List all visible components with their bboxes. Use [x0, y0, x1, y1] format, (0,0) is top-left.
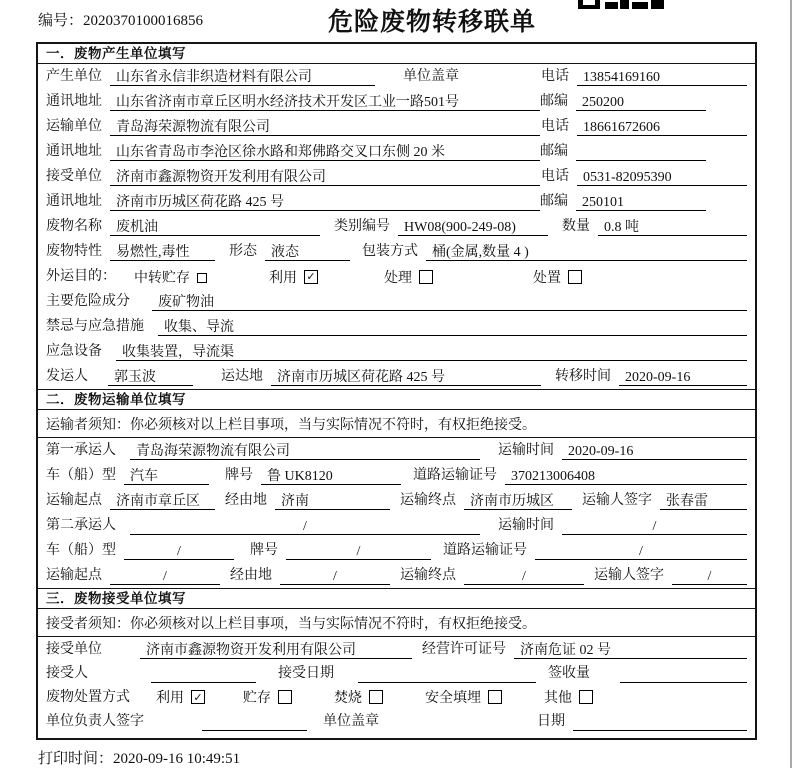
disposal-method-row-option-label-1: 利用 — [156, 691, 184, 706]
route1-row-label-6: 运输人签字 — [582, 493, 652, 508]
emergency-equipment-row-value-1: 收集装置，导流渠 — [116, 344, 747, 361]
responsible-signature-row-label-2: 单位盖章 — [323, 713, 379, 729]
transporter-address-row-value-1: 山东省青岛市李沧区徐水路和郑佛路交叉口东侧 20 米 — [110, 144, 540, 161]
disposal-method-row — [38, 685, 755, 709]
transporter-address-row — [38, 139, 755, 164]
serial-number-line — [38, 9, 203, 30]
receiver-address-row-value-4: 250101 — [576, 194, 706, 211]
emergency-measures-row — [38, 314, 755, 339]
route2-row-label-4: 运输终点 — [400, 568, 456, 583]
disposal-method-row-option-2 — [243, 689, 292, 706]
transfer-purpose-row-option-4 — [533, 268, 582, 285]
producer-unit-row — [38, 64, 755, 89]
waste-name-row-label-0: 废物名称 — [46, 219, 102, 234]
transfer-purpose-row-option-1 — [134, 268, 207, 285]
consignor-row-label-4: 转移时间 — [555, 369, 611, 384]
responsible-signature-row-label-0: 单位负责人签字 — [46, 713, 144, 729]
disposal-method-row-checkbox-3-unchecked — [369, 690, 383, 704]
waste-name-row-value-3: HW08(900-249-08) — [398, 219, 548, 236]
main-hazard-row — [38, 289, 755, 314]
disposal-method-row-checkbox-1-checked: ✓ — [191, 690, 205, 704]
consignor-row-value-5: 2020-09-16 — [619, 369, 747, 386]
vehicle1-row-label-0: 车（船）型 — [46, 468, 116, 483]
section-receiver-title: 三．废物接受单位填写 — [38, 589, 755, 609]
producer-unit-row-label-2: 单位盖章 — [403, 69, 459, 84]
print-time-label: 打印时间： — [38, 751, 114, 767]
transfer-purpose-row-checkbox-1-unchecked — [197, 273, 207, 283]
transfer-purpose-row — [38, 264, 755, 289]
waste-name-row — [38, 214, 755, 239]
responsible-signature-row-value-4 — [573, 714, 747, 731]
responsible-signature-row-label-3: 日期 — [537, 713, 565, 729]
receive-person-row-value-3 — [358, 666, 536, 683]
serial-label: 编号： — [38, 13, 84, 29]
page-title: 危险废物转移联单 — [328, 9, 537, 36]
vehicle2-row-value-3: / — [286, 543, 431, 560]
section-receiver-notice: 接受者须知：你必须核对以上栏目事项，当与实际情况不符时，有权拒绝接受。 — [38, 609, 755, 637]
disposal-method-row-option-label-3: 焚烧 — [334, 691, 362, 706]
vehicle2-row — [38, 538, 755, 563]
receive-unit-row-value-1: 济南市鑫源物资开发利用有限公司 — [140, 642, 412, 659]
main-hazard-row-label-0: 主要危险成分 — [46, 294, 130, 309]
receive-person-row-value-1 — [151, 666, 256, 683]
emergency-equipment-row — [38, 339, 755, 364]
consignor-row-value-1: 郭玉波 — [108, 369, 193, 386]
route1-row-value-3: 济南 — [275, 493, 390, 510]
transfer-purpose-row-checkbox-4-unchecked — [568, 270, 582, 284]
transfer-purpose-row-checkbox-2-checked: ✓ — [304, 270, 318, 284]
consignor-row-label-0: 发运人 — [46, 369, 88, 384]
producer-address-row-label-0: 通讯地址 — [46, 94, 102, 109]
transfer-purpose-row-checkbox-3-unchecked — [419, 270, 433, 284]
print-time-line — [38, 747, 240, 768]
disposal-method-row-label-0: 废物处置方式 — [46, 689, 130, 705]
transporter-unit-row-label-0: 运输单位 — [46, 119, 102, 134]
waste-character-row-label-4: 包装方式 — [362, 244, 418, 259]
route1-row-value-5: 济南市历城区 — [464, 493, 572, 510]
main-hazard-row-value-1: 废矿物油 — [152, 294, 747, 311]
disposal-method-row-option-label-2: 贮存 — [243, 691, 271, 706]
emergency-equipment-row-label-0: 应急设备 — [46, 344, 102, 359]
transfer-purpose-row-option-label-2: 利用 — [269, 270, 297, 286]
receiver-address-row-label-3: 邮编 — [540, 194, 568, 209]
disposal-method-row-option-3 — [334, 689, 383, 706]
receive-person-row-label-4: 签收量 — [548, 665, 590, 681]
receiver-unit-row-value-1: 济南市鑫源物资开发利用有限公司 — [110, 169, 540, 186]
first-carrier-row-value-3: 2020-09-16 — [562, 443, 747, 460]
section-transporter-title: 二．废物运输单位填写 — [38, 390, 755, 410]
transfer-purpose-row-option-label-1: 中转贮存 — [134, 270, 190, 286]
transporter-unit-row — [38, 114, 755, 139]
route2-row-value-5: / — [464, 568, 584, 585]
responsible-signature-row — [38, 709, 755, 733]
vehicle2-row-value-1: / — [124, 543, 234, 560]
disposal-method-row-option-4 — [425, 689, 502, 706]
receiver-unit-row-value-4: 0531-82095390 — [577, 169, 747, 186]
second-carrier-row-label-2: 运输时间 — [498, 518, 554, 533]
transporter-unit-row-value-1: 青岛海荣源物流有限公司 — [110, 119, 540, 136]
transporter-address-row-value-4 — [576, 144, 706, 161]
transfer-purpose-row-option-3 — [384, 268, 433, 285]
responsible-signature-row-value-1 — [202, 714, 307, 731]
route1-row-label-4: 运输终点 — [400, 493, 456, 508]
vehicle1-row-value-5: 370213006408 — [505, 468, 747, 485]
route1-row — [38, 488, 755, 513]
vehicle1-row — [38, 463, 755, 488]
route2-row — [38, 563, 755, 588]
receiver-address-row-label-0: 通讯地址 — [46, 194, 102, 209]
waste-character-row-value-1: 易燃性,毒性 — [110, 244, 215, 261]
producer-unit-row-value-1: 山东省永信非织造材料有限公司 — [110, 69, 375, 86]
producer-unit-row-label-0: 产生单位 — [46, 69, 102, 84]
disposal-method-row-option-label-4: 安全填埋 — [425, 691, 481, 706]
section-transporter-notice: 运输者须知：你必须核对以上栏目事项，当与实际情况不符时，有权拒绝接受。 — [38, 410, 755, 438]
receive-unit-row — [38, 637, 755, 661]
receiver-unit-row-label-0: 接受单位 — [46, 169, 102, 184]
second-carrier-row-value-1: / — [130, 518, 480, 535]
route2-row-value-7: / — [672, 568, 747, 585]
first-carrier-row-value-1: 青岛海荣源物流有限公司 — [130, 443, 480, 460]
route1-row-value-7: 张春雷 — [660, 493, 747, 510]
receive-unit-row-value-3: 济南危证 02 号 — [514, 642, 747, 659]
route1-row-value-1: 济南市章丘区 — [110, 493, 215, 510]
waste-name-row-value-5: 0.8 吨 — [598, 219, 747, 236]
receive-person-row-label-2: 接受日期 — [278, 665, 334, 681]
emergency-measures-row-label-0: 禁忌与应急措施 — [46, 319, 144, 334]
disposal-method-row-option-1 — [156, 689, 205, 706]
serial-number: 2020370100016856 — [83, 13, 204, 29]
transporter-address-row-label-0: 通讯地址 — [46, 144, 102, 159]
print-time-value: 2020-09-16 10:49:51 — [113, 751, 241, 767]
waste-character-row-label-2: 形态 — [229, 244, 257, 259]
waste-name-row-value-1: 废机油 — [110, 219, 320, 236]
receive-unit-row-label-2: 经营许可证号 — [422, 641, 506, 657]
producer-address-row-label-3: 邮编 — [540, 94, 568, 109]
route2-row-label-2: 经由地 — [230, 568, 272, 583]
route2-row-value-3: / — [280, 568, 390, 585]
first-carrier-row — [38, 438, 755, 463]
vehicle1-row-label-4: 道路运输证号 — [413, 468, 497, 483]
transporter-address-row-label-3: 邮编 — [540, 144, 568, 159]
first-carrier-row-label-2: 运输时间 — [498, 443, 554, 458]
route2-row-label-6: 运输人签字 — [594, 568, 664, 583]
waste-character-row-value-5: 桶(金属,数量 4 ) — [426, 244, 747, 261]
first-carrier-row-label-0: 第一承运人 — [46, 443, 116, 458]
transfer-purpose-row-option-label-4: 处置 — [533, 270, 561, 286]
receiver-unit-row — [38, 164, 755, 189]
emergency-measures-row-value-1: 收集、导流 — [158, 319, 747, 336]
disposal-method-row-option-label-5: 其他 — [544, 691, 572, 706]
disposal-method-row-checkbox-2-unchecked — [278, 690, 292, 704]
vehicle2-row-label-4: 道路运输证号 — [443, 543, 527, 558]
disposal-method-row-checkbox-4-unchecked — [488, 690, 502, 704]
receiver-unit-row-label-3: 电话 — [541, 169, 569, 184]
receive-unit-row-label-0: 接受单位 — [46, 641, 102, 657]
route2-row-value-1: / — [110, 568, 220, 585]
page-edge-divider — [790, 0, 792, 768]
producer-address-row-value-1: 山东省济南市章丘区明水经济技术开发区工业一路501号 — [110, 94, 540, 111]
producer-address-row — [38, 89, 755, 114]
vehicle2-row-value-5: / — [535, 543, 747, 560]
section-receiver — [38, 588, 755, 733]
vehicle1-row-value-1: 汽车 — [124, 468, 209, 485]
route2-row-label-0: 运输起点 — [46, 568, 102, 583]
qr-code-fragment — [578, 0, 664, 9]
waste-character-row — [38, 239, 755, 264]
receiver-address-row — [38, 189, 755, 214]
receive-person-row — [38, 661, 755, 685]
consignor-row-value-3: 济南市历城区荷花路 425 号 — [271, 369, 541, 386]
section-transporter — [38, 389, 755, 588]
receiver-address-row-value-1: 济南市历城区荷花路 425 号 — [110, 194, 540, 211]
transfer-purpose-row-option-label-3: 处理 — [384, 270, 412, 286]
transporter-unit-row-value-4: 18661672606 — [577, 119, 747, 136]
receive-person-row-value-5 — [620, 666, 747, 683]
transfer-purpose-row-label-0: 外运目的： — [46, 269, 116, 284]
route1-row-label-2: 经由地 — [225, 493, 267, 508]
waste-name-row-label-4: 数量 — [562, 219, 590, 234]
receive-person-row-label-0: 接受人 — [46, 665, 88, 681]
vehicle2-row-label-0: 车（船）型 — [46, 543, 116, 558]
producer-unit-row-label-4: 电话 — [541, 69, 569, 84]
second-carrier-row — [38, 513, 755, 538]
transporter-unit-row-label-3: 电话 — [541, 119, 569, 134]
consignor-row — [38, 364, 755, 389]
vehicle2-row-label-2: 牌号 — [250, 543, 278, 558]
waste-character-row-value-3: 液态 — [265, 244, 350, 261]
waste-name-row-label-2: 类别编号 — [334, 219, 390, 234]
form-table — [36, 42, 757, 740]
section-producer — [38, 44, 755, 389]
disposal-method-row-option-5 — [544, 689, 593, 706]
vehicle1-row-label-2: 牌号 — [225, 468, 253, 483]
consignor-row-label-2: 运达地 — [221, 369, 263, 384]
producer-address-row-value-4: 250200 — [576, 94, 706, 111]
second-carrier-row-value-3: / — [562, 518, 747, 535]
second-carrier-row-label-0: 第二承运人 — [46, 518, 116, 533]
waste-character-row-label-0: 废物特性 — [46, 244, 102, 259]
producer-unit-row-value-5: 13854169160 — [577, 69, 747, 86]
transfer-purpose-row-option-2 — [269, 268, 318, 285]
section-producer-title: 一．废物产生单位填写 — [38, 44, 755, 64]
vehicle1-row-value-3: 鲁 UK8120 — [261, 468, 401, 485]
disposal-method-row-checkbox-5-unchecked — [579, 690, 593, 704]
route1-row-label-0: 运输起点 — [46, 493, 102, 508]
